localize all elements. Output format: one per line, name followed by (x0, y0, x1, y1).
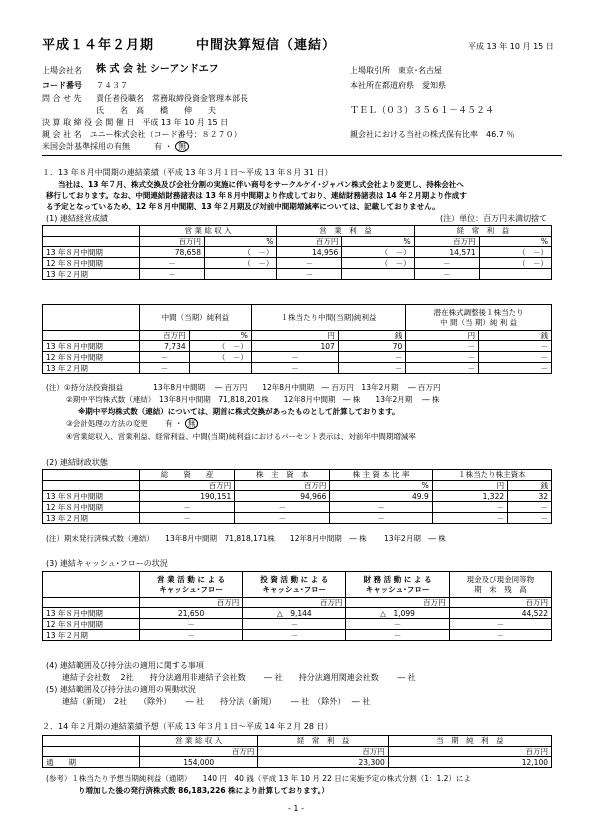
value-cell: 21,650 (140, 608, 243, 619)
unit-note: (注）単位：百万円未満切捨て (440, 214, 548, 223)
value-cell: － (508, 502, 552, 513)
note-4-choice: 無 (185, 418, 199, 429)
value-cell: － (432, 502, 507, 513)
table-row (43, 341, 552, 352)
value-cell: － (140, 258, 205, 269)
section4-l2: 連結子会社数 2社 持分法適用非連結子会社数 ― 社 持分法適用関連会社数 ― 社 (62, 673, 416, 682)
value-cell: △ 1,099 (346, 608, 449, 619)
financial-position-table (42, 469, 552, 524)
value-cell: － (140, 502, 235, 513)
section4-l4: 連結（新規） 2社 （除外） ― 社 持分法（新規） ― 社 （除外） ― 社 (62, 697, 371, 706)
value-cell (479, 269, 551, 280)
section4-l3: (5) 連結範囲及び持分法の適用の異動状況 (46, 685, 196, 694)
value-cell: 49.9 (330, 491, 432, 502)
value-cell (189, 363, 251, 374)
row-label: 12 年８月中間期 (43, 352, 140, 363)
unit-cell: 百万円 (140, 331, 190, 341)
col-header: 株 主 資 本 比 率 (330, 470, 432, 481)
col-header: 潜在株式調整後１株当たり 中 間（当 期）純 利 益 (406, 305, 552, 331)
shares-note: (注）期末発行済株式数（連結） 13年8月中間期 71,818,171株 12年8月中間期 ― 株 13年2月期 ― 株 (46, 534, 446, 543)
contact-name: 氏 名 高 橋 伸 夫 (96, 106, 216, 115)
value-cell: － (140, 513, 235, 524)
table-row (43, 630, 552, 641)
table-row (43, 608, 552, 619)
value-cell: 107 (251, 341, 338, 352)
unit-cell: % (205, 237, 277, 247)
parent-company: 親 会 社 名 ユニー株式会社（コード番号：８２７０） (42, 130, 242, 139)
value-cell: － (338, 363, 405, 374)
value-cell: － (330, 502, 432, 513)
table-row (43, 258, 552, 269)
col-header: 中間（当期）純利益 (140, 305, 252, 331)
unit-label-cell (43, 481, 140, 491)
value-cell: （ －） (479, 247, 551, 258)
unit-cell: 百万円 (277, 237, 342, 247)
unit-cell: 百万円 (414, 237, 479, 247)
value-cell: 154,000 (140, 757, 258, 768)
col-header: 財 務 活 動 に よ る キャッシュ･フロー (346, 572, 449, 598)
value-cell: 7,734 (140, 341, 190, 352)
value-cell: （ －） (342, 247, 414, 258)
value-cell: － (243, 630, 346, 641)
unit-cell: 銭 (479, 331, 552, 341)
unit-cell: 円 (251, 331, 338, 341)
page-number: - 1 - (288, 804, 304, 813)
us-gaap-choice: 無 (175, 141, 189, 152)
value-cell: 190,151 (140, 491, 235, 502)
value-cell: △ 9,144 (243, 608, 346, 619)
note-4 (66, 419, 198, 428)
board-date: 決 算 取 締 役 会 開 催 日 平成 13 年 10 月 15 日 (42, 118, 229, 127)
value-cell: － (508, 513, 552, 524)
row-label: 13 年２月期 (43, 513, 140, 524)
value-cell (205, 269, 277, 280)
value-cell: － (346, 630, 449, 641)
value-cell: （ －） (189, 341, 251, 352)
note-1: (注）①持分法投資損益 13年8月中間期 ― 百万円 12年8月中間期 ― 百万円 13年2月期 ― 百万円 (46, 383, 441, 392)
unit-label-cell (43, 237, 140, 247)
company-label: 上場会社名 (42, 66, 82, 75)
row-label: 13 年２月期 (43, 630, 140, 641)
col-header: 株 主 資 本 (235, 470, 330, 481)
section1-heading: １．13 年８月中間期の連結業績（平成 13 年３月１日～平成 13 年８月 31 日） (42, 168, 333, 177)
unit-cell: 円 (432, 481, 507, 491)
value-cell: － (338, 352, 405, 363)
table-row (43, 513, 552, 524)
col-header: 投 資 活 動 に よ る キャッシュ･フロー (243, 572, 346, 598)
unit-cell: 銭 (338, 331, 405, 341)
contact-label: 問 合 せ 先 (42, 94, 82, 103)
col-header: １株当たり株主資本 (432, 470, 551, 481)
us-gaap-label: 米国会計基準採用の有無 有 ・ (42, 142, 173, 151)
col-header: 経 常 利 益 (258, 736, 388, 747)
forecast-ref1: (参考）１株当たり予想当期純利益（通期） 140 円 40 銭（平成 13 年 10 月 22 日に実施予定の株式分割（1：1.2）によ (46, 774, 471, 783)
col-header: 営 業 総 収 入 (140, 226, 277, 237)
corner-cell (43, 736, 140, 747)
value-cell: 70 (338, 341, 405, 352)
unit-cell: % (189, 331, 251, 341)
code-value: ７４３７ (96, 81, 128, 90)
cash-flow-table (42, 571, 552, 641)
unit-cell: 百万円 (258, 747, 388, 757)
table-row (43, 352, 552, 363)
note-5: ④営業総収入、営業利益、経常利益、中間(当期)純利益におけるパーセント表示は、対前年中間期増減率 (66, 432, 416, 441)
row-label: 13 年８月中間期 (43, 247, 140, 258)
operating-results-table (42, 225, 552, 280)
value-cell: － (479, 352, 552, 363)
unit-cell: 百万円 (140, 481, 235, 491)
value-cell: － (277, 258, 342, 269)
value-cell: － (140, 269, 205, 280)
value-cell: － (140, 352, 190, 363)
value-cell: 78,658 (140, 247, 205, 258)
unit-cell: % (342, 237, 414, 247)
value-cell: 32 (508, 491, 552, 502)
value-cell: （ －） (342, 258, 414, 269)
col-header: 現金及び現金同等物 期 末 残 高 (449, 572, 551, 598)
col-header: 営 業 利 益 (277, 226, 414, 237)
row-label: 通 期 (43, 757, 140, 768)
col-header: １株当たり中間(当期)純利益 (251, 305, 405, 331)
value-cell: － (235, 513, 330, 524)
us-gaap (42, 142, 189, 152)
contact-title: 責任者役職名 常務取締役資金管理本部長 (96, 94, 248, 103)
unit-cell: 百万円 (140, 237, 205, 247)
page-title: 平成１４年２月期 中間決算短信（連結） (42, 38, 337, 53)
report-date: 平成 13 年 10 月 15 日 (468, 42, 554, 51)
unit-cell: 百万円 (140, 747, 258, 757)
section1-para1: 当社は、13 年７月、株式交換及び会社分割の実施に伴い商号をサークルケイ･ジャパン株式会社より変更し、持株会社へ (58, 180, 464, 189)
corner-cell (43, 305, 140, 331)
table-row (43, 247, 552, 258)
unit-cell: % (479, 237, 551, 247)
section1-sub: (1) 連結経営成績 (46, 214, 108, 223)
row-label: 13 年２月期 (43, 269, 140, 280)
value-cell: （ －） (205, 247, 277, 258)
value-cell: － (406, 341, 479, 352)
forecast-heading: ２．14 年２月期の連結業績予想（平成 13 年３月１日～平成 14 年２月 28 日） (42, 722, 333, 731)
exchange: 上場取引所 東京･名古屋 (350, 66, 442, 75)
value-cell (342, 269, 414, 280)
value-cell: 12,100 (388, 757, 551, 768)
row-label: 12 年８月中間期 (43, 619, 140, 630)
col-header: 営 業 活 動 に よ る キャッシュ･フロー (140, 572, 243, 598)
value-cell: 94,966 (235, 491, 330, 502)
value-cell: － (479, 341, 552, 352)
value-cell: － (449, 630, 551, 641)
col-header: 当 期 純 利 益 (388, 736, 551, 747)
value-cell: － (432, 513, 507, 524)
unit-label-cell (43, 747, 140, 757)
unit-cell: 百万円 (140, 598, 243, 608)
value-cell: － (406, 363, 479, 374)
row-label: 13 年２月期 (43, 363, 140, 374)
col-header: 営 業 総 収 入 (140, 736, 258, 747)
unit-cell: 百万円 (388, 747, 551, 757)
value-cell: － (479, 363, 552, 374)
section3-sub: (3) 連結キャッシュ･フローの状況 (46, 559, 168, 568)
value-cell: － (346, 619, 449, 630)
col-header: 総 資 産 (140, 470, 235, 481)
row-label: 12 年８月中間期 (43, 502, 140, 513)
hq-prefecture: 本社所在都道府県 愛知県 (350, 81, 446, 90)
unit-cell: 百万円 (243, 598, 346, 608)
table-row (43, 363, 552, 374)
net-income-table (42, 304, 552, 374)
value-cell: － (140, 630, 243, 641)
value-cell: － (406, 352, 479, 363)
value-cell: － (140, 363, 190, 374)
value-cell: 23,300 (258, 757, 388, 768)
table-row (43, 757, 552, 768)
note-4-label: ③会計処理の方法の変更 有 ・ (66, 419, 183, 428)
contact-tel: ＴＥＬ（０３）３５６１－４５２４ (350, 106, 495, 116)
value-cell: － (414, 258, 479, 269)
unit-cell: 円 (406, 331, 479, 341)
parent-ratio: 親会社における当社の株式保有比率 46.7 ％ (350, 130, 515, 139)
section2-sub: (2) 連結財政状態 (46, 458, 108, 467)
table-row (43, 502, 552, 513)
value-cell: － (235, 502, 330, 513)
row-label: 13 年８月中間期 (43, 341, 140, 352)
value-cell: － (251, 352, 338, 363)
code-label: コード番号 (42, 81, 82, 90)
unit-cell: 銭 (508, 481, 552, 491)
value-cell: 14,571 (414, 247, 479, 258)
company-name: 株 式 会 社 シーアンドエフ (96, 64, 219, 75)
table-row (43, 619, 552, 630)
col-header: 経 常 利 益 (414, 226, 551, 237)
value-cell: － (140, 619, 243, 630)
header-divider (42, 155, 562, 156)
forecast-table (42, 735, 552, 768)
value-cell: － (414, 269, 479, 280)
row-label: 13 年８月中間期 (43, 491, 140, 502)
table-row (43, 491, 552, 502)
value-cell: （ －） (205, 258, 277, 269)
value-cell: 14,956 (277, 247, 342, 258)
unit-cell: 百万円 (449, 598, 551, 608)
value-cell: （ －） (479, 258, 551, 269)
corner-cell (43, 572, 140, 598)
value-cell: 44,522 (449, 608, 551, 619)
unit-label-cell (43, 331, 140, 341)
unit-cell: 百万円 (235, 481, 330, 491)
note-3: ※期中平均株式数（連結）については、期首に株式交換があったものとして計算しております。 (78, 407, 400, 416)
note-2: ②期中平均株式数（連結） 13年8月中間期 71,818,201株 12年8月中間期 ― 株 13年2月期 ― 株 (66, 395, 440, 404)
row-label: 12 年８月中間期 (43, 258, 140, 269)
value-cell: （ －） (189, 352, 251, 363)
corner-cell (43, 226, 140, 237)
value-cell: － (251, 363, 338, 374)
unit-cell: 百万円 (346, 598, 449, 608)
section4-l1: (4) 連結範囲及び持分法の適用に関する事項 (46, 661, 204, 670)
value-cell: － (277, 269, 342, 280)
value-cell: － (243, 619, 346, 630)
forecast-ref2: り増加した後の発行済株式数 86,183,226 株により計算しております。） (78, 786, 329, 795)
row-label: 13 年８月中間期 (43, 608, 140, 619)
unit-cell: % (330, 481, 432, 491)
value-cell: － (330, 513, 432, 524)
table-row (43, 269, 552, 280)
unit-label-cell (43, 598, 140, 608)
section1-para2: 移行しております。なお、中間連結財務諸表は 13 年８月中間期より作成しており、連結財務諸表は 14 年２月期より作成す (46, 191, 467, 200)
corner-cell (43, 470, 140, 481)
value-cell: － (449, 619, 551, 630)
value-cell: 1,322 (432, 491, 507, 502)
section1-para3: る予定となっているため、12 年８月中間期、13 年２月期及び対前中間期増減率については、記載しておりません。 (46, 202, 440, 211)
